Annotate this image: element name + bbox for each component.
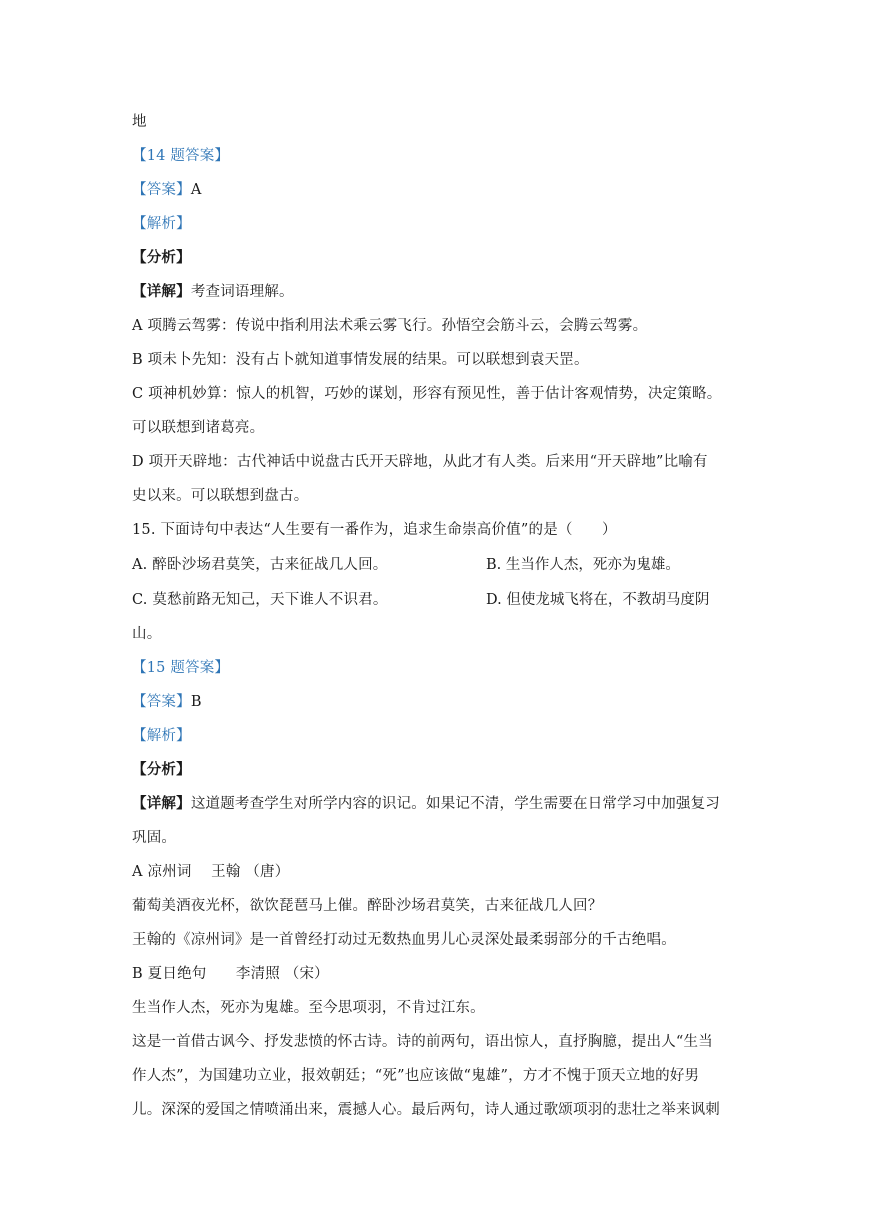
text-line: 地: [132, 114, 147, 130]
detail-tag: 【详解】: [132, 283, 191, 300]
detail-line: [132, 282, 742, 302]
answer-line: [132, 692, 742, 712]
text-line: 山。: [132, 626, 162, 642]
text-line: 作人杰”，为国建功立业，报效朝廷；“死”也应该做“鬼雄”，方才不愧于顶天立地的好男: [132, 1068, 700, 1084]
text-line: 这是一首借古讽今、抒发悲愤的怀古诗。诗的前两句，语出惊人，直抒胸臆，提出人“生当: [132, 1034, 713, 1050]
text-line: 史以来。可以联想到盘古。: [132, 488, 309, 504]
answer-value: B: [190, 694, 202, 710]
text-line: 巩固。: [132, 830, 177, 846]
fenxi-heading: 【分析】: [132, 761, 191, 778]
analysis-heading: 【解析】: [132, 216, 191, 232]
option-a: A. 醉卧沙场君莫笑，古来征战几人回。: [132, 557, 388, 573]
text-line: 生当作人杰，死亦为鬼雄。至今思项羽，不肯过江东。: [132, 1000, 485, 1016]
detail-text: 考查词语理解。: [190, 284, 294, 300]
poem-title-line: A 凉州词 王翰 （唐）: [132, 864, 290, 880]
question-15-stem: 15. 下面诗句中表达“人生要有一番作为，追求生命崇高价值”的是（ ）: [132, 522, 617, 538]
question-14-answer-heading: 【14 题答案】: [132, 148, 230, 164]
text-line: D 项开天辟地：古代神话中说盘古氏开天辟地，从此才有人类。后来用“开天辟地”比喻有: [132, 454, 708, 470]
answer-tag: 【答案】: [132, 182, 191, 198]
text-line: 儿。深深的爱国之情喷涌出来，震撼人心。最后两句，诗人通过歌颂项羽的悲壮之举来讽刺: [132, 1102, 720, 1118]
question-15-answer-heading: 【15 题答案】: [132, 660, 230, 676]
fenxi-heading: 【分析】: [132, 249, 191, 266]
answer-line: [132, 180, 742, 200]
text-line: C 项神机妙算：惊人的机智，巧妙的谋划，形容有预见性，善于估计客观情势，决定策略。: [132, 386, 722, 402]
detail-line: [132, 794, 742, 814]
detail-tag: 【详解】: [132, 795, 191, 812]
detail-text: 这道题考查学生对所学内容的识记。如果记不清，学生需要在日常学习中加强复习: [190, 796, 721, 812]
text-line: 王翰的《凉州词》是一首曾经打动过无数热血男儿心灵深处最柔弱部分的千古绝唱。: [132, 932, 676, 948]
answer-value: A: [190, 182, 202, 198]
answer-tag: 【答案】: [132, 694, 191, 710]
text-line: B 项未卜先知：没有占卜就知道事情发展的结果。可以联想到袁天罡。: [132, 352, 589, 368]
text-line: 可以联想到诸葛亮。: [132, 420, 265, 436]
analysis-heading: 【解析】: [132, 728, 191, 744]
option-b: B. 生当作人杰，死亦为鬼雄。: [486, 557, 680, 573]
option-c: C. 莫愁前路无知己，天下谁人不识君。: [132, 592, 388, 608]
text-line: A 项腾云驾雾：传说中指利用法术乘云雾飞行。孙悟空会筋斗云，会腾云驾雾。: [132, 318, 648, 334]
poem-title-line: B 夏日绝句 李清照 （宋）: [132, 966, 329, 982]
text-line: 葡萄美酒夜光杯，欲饮琵琶马上催。醉卧沙场君莫笑，古来征战几人回？: [132, 898, 603, 914]
option-d: D. 但使龙城飞将在，不教胡马度阴: [486, 592, 710, 608]
